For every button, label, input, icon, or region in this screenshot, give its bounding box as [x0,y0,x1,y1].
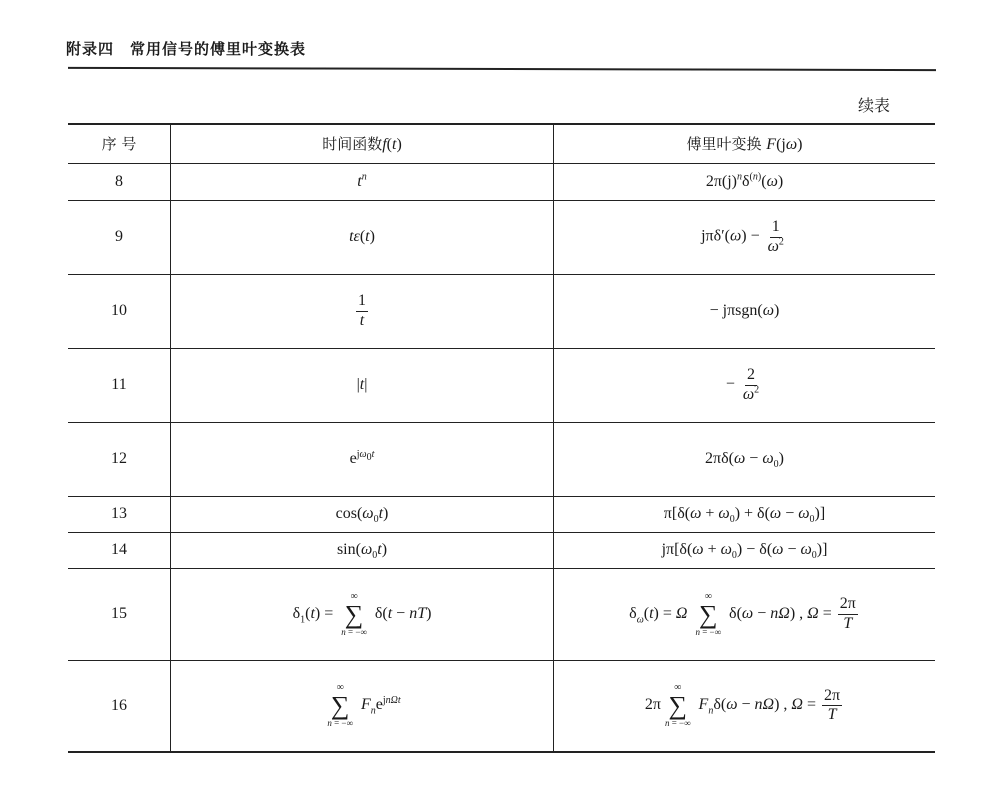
fourier-transform-cell: − $\frac{2}{\omega^2}$ [554,348,936,422]
table-row [68,422,935,496]
table-row [68,496,935,532]
column-header-fourier-transform: 傅里叶变换 F(jω) [554,124,936,163]
fourier-transform-cell: $\pi[\delta(\omega + \omega_0) + \delta(\omega - \omega_0)]$ [554,496,936,532]
table-row [68,200,935,274]
fourier-transform-cell: $2\pi(j)^n\delta^{(n)}(\omega)$ [554,163,936,200]
time-function-cell: $t^n$ [171,163,554,200]
continued-label: 续表 [858,96,891,115]
table-row [68,568,935,660]
fourier-transform-cell: $j\pi[\delta(\omega + \omega_0) - \delta(\omega - \omega_0)]$ [554,532,936,568]
time-function-cell: $\frac{1}{t}$ [171,274,554,348]
row-number: 12 [68,422,171,496]
fourier-transform-cell: jπδ′(ω) − $\frac{1}{\omega^2}$ [554,200,936,274]
row-number: 16 [68,660,171,752]
table-row [68,660,935,752]
header-rule [68,67,936,71]
time-function-cell: $\cos(\omega_0t)$ [171,496,554,532]
table-header-row [68,124,935,163]
row-number: 13 [68,496,171,532]
row-number: 8 [68,163,171,200]
row-number: 15 [68,568,171,660]
time-function-cell: ∞ ∑ n = −∞ $F_ne^{jn\Omega t}$ [171,660,554,752]
appendix-label: 附录四 [66,40,115,58]
page-header [66,38,306,59]
time-function-cell: $e^{j\omega_0t}$ [171,422,554,496]
time-function-cell: $\sin(\omega_0t)$ [171,532,554,568]
column-header-index: 序 号 [68,124,171,163]
table-row [68,348,935,422]
column-header-time-function-label: 时间函数 [322,135,383,154]
row-number: 11 [68,348,171,422]
fourier-transform-table [68,123,935,753]
column-header-fourier-transform-label: 傅里叶变换 [686,135,762,154]
fourier-transform-cell: $2\pi\delta(\omega - \omega_0)$ [554,422,936,496]
time-function-cell: $\delta_1(t)$ = ∞ ∑ n = −∞ δ(t − nT) [171,568,554,660]
column-header-time-function: 时间函数f(t) [171,124,554,163]
fourier-transform-cell: 2π ∞ ∑ n = −∞ $F_n\delta(\omega - n\Omega)$ , Ω = $\frac{2\pi}{T}$ [554,660,936,752]
table-row [68,274,935,348]
time-function-cell: |t| [171,348,554,422]
time-function-cell: tε(t) [171,200,554,274]
row-number: 10 [68,274,171,348]
table-row [68,532,935,568]
page-title: 常用信号的傅里叶变换表 [130,40,307,58]
table-row [68,163,935,200]
fourier-transform-cell: − jπsgn(ω) [554,274,936,348]
row-number: 14 [68,532,171,568]
row-number: 9 [68,200,171,274]
fourier-transform-cell: $\delta_\omega(t) = \Omega$ ∞ ∑ n = −∞ δ(ω − nΩ) , Ω = $\frac{2\pi}{T}$ [554,568,936,660]
